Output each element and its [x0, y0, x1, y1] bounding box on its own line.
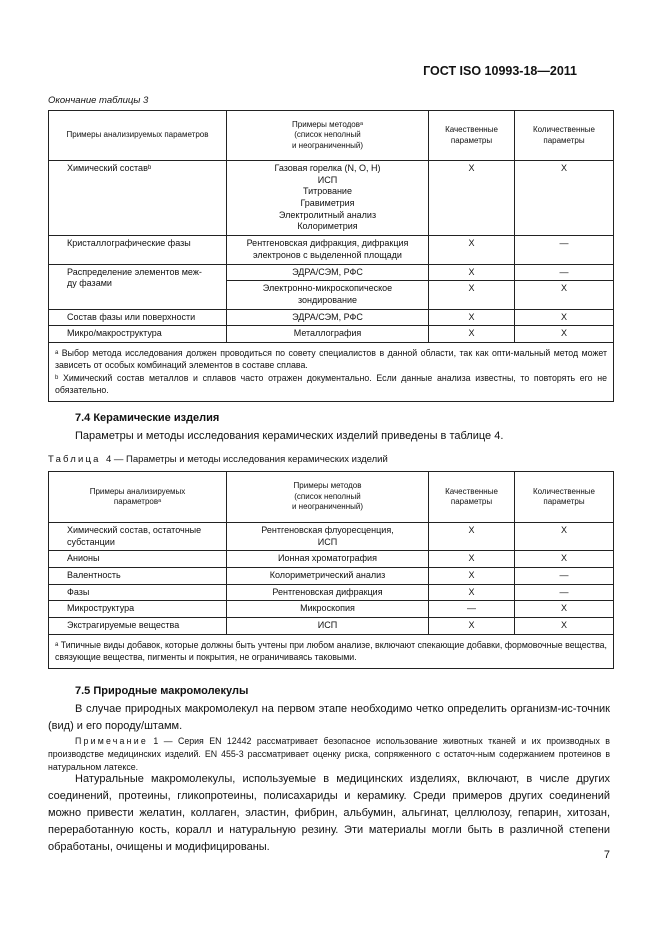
- section-7-4-text: Параметры и методы исследования керамических изделий приведены в таблице 4.: [75, 430, 504, 442]
- table4-header-row: [49, 472, 614, 523]
- table3-param: Микро/макроструктура: [49, 326, 227, 343]
- table4-quant: —: [515, 584, 614, 601]
- table-row: [49, 326, 614, 343]
- table3-quant: X: [515, 161, 614, 236]
- page-number: 7: [603, 849, 610, 861]
- table3-qual: X: [429, 264, 515, 281]
- table-row: [49, 236, 614, 264]
- table3-quant: X: [515, 281, 614, 309]
- table4-methods: Рентгеновская флуоресценция, ИСП: [227, 523, 429, 551]
- table4-methods: Колориметрический анализ: [227, 568, 429, 585]
- table3-header-row: [49, 111, 614, 161]
- table4-qual: X: [429, 568, 515, 585]
- document-header: ГОСТ ISO 10993-18—2011: [423, 64, 577, 78]
- table4-quant: X: [515, 523, 614, 551]
- table4-methods: ИСП: [227, 618, 429, 635]
- table-row: [49, 523, 614, 551]
- table3-qual: X: [429, 236, 515, 264]
- table3-header-qual: Качественные параметры: [429, 111, 515, 161]
- table-row: [49, 584, 614, 601]
- table3-methods: Газовая горелка (N, O, H) ИСП Титрование Гравиметрия Электролитный анализ Колориметрия: [227, 161, 429, 236]
- table4-param: Экстрагируемые вещества: [49, 618, 227, 635]
- table4-param: Микроструктура: [49, 601, 227, 618]
- table3-header-quant: Количественные параметры: [515, 111, 614, 161]
- table-3: [48, 110, 614, 402]
- table4-param: Валентность: [49, 568, 227, 585]
- table3-param: Состав фазы или поверхности: [49, 309, 227, 326]
- table-row: [49, 568, 614, 585]
- table3-footnotes: [49, 342, 614, 401]
- table3-qual: X: [429, 309, 515, 326]
- table3-quant: X: [515, 309, 614, 326]
- table4-header-qual: Качественные параметры: [429, 472, 515, 523]
- table4-quant: X: [515, 551, 614, 568]
- table4-header-param: Примеры анализируемых параметровᵃ: [49, 472, 227, 523]
- section-7-4-title: 7.4 Керамические изделия: [75, 412, 220, 424]
- table4-header-quant: Количественные параметры: [515, 472, 614, 523]
- table3-header-param: Примеры анализируемых параметров: [49, 111, 227, 161]
- table4-param: Анионы: [49, 551, 227, 568]
- table4-footnotes-row: [49, 634, 614, 669]
- table4-qual: X: [429, 523, 515, 551]
- table4-quant: —: [515, 568, 614, 585]
- table3-qual: X: [429, 281, 515, 309]
- table-row: [49, 618, 614, 635]
- table4-methods: Микроскопия: [227, 601, 429, 618]
- table4-qual: —: [429, 601, 515, 618]
- table4-qual: X: [429, 584, 515, 601]
- table-row: [49, 161, 614, 236]
- table4-header-methods: Примеры методов (список неполный и неограниченный): [227, 472, 429, 523]
- table3-param: Химический составᵇ: [49, 161, 227, 236]
- table3-quant: —: [515, 236, 614, 264]
- table3-footnote-b: ᵇ Химический состав металлов и сплавов часто отражен документально. Если данные анализа известны, то повторять его не обязательно.: [55, 372, 607, 395]
- table4-methods: Рентгеновская дифракция: [227, 584, 429, 601]
- table3-methods: ЭДРА/СЭМ, РФС: [227, 309, 429, 326]
- table4-qual: X: [429, 618, 515, 635]
- table3-methods: Электронно-микроскопическое зондирование: [227, 281, 429, 309]
- table3-param: Распределение элементов меж- ду фазами: [49, 264, 227, 309]
- table3-footnotes-row: [49, 342, 614, 401]
- section-7-5-text1: В случае природных макромолекул на первом этапе необходимо четко определить организм-ис-точник (вид) и его породу/штамм.: [48, 703, 610, 733]
- table3-qual: X: [429, 161, 515, 236]
- table3-quant: X: [515, 326, 614, 343]
- section-7-5-text2: Натуральные макромолекулы, используемые в медицинских изделиях, включают, в числе других соединений, протеины, гликопротеины, полисахариды и керамику. Среди примеров других соединений можно привести желатин, коллаген, эластин, фибрин, альбумин, альгинат, целлюлозу, гепарин, хитозан, переработанную кость, коралл и натуральную резину. Эти материалы могли быть в различной степени обработаны, очищены и модифицированы.: [48, 773, 610, 854]
- table4-caption: 4 — Параметры и методы исследования керамических изделий: [105, 454, 388, 465]
- note-label: Примечание: [75, 736, 148, 746]
- table3-header-methods: Примеры методовᵃ (список неполный и неограниченный): [227, 111, 429, 161]
- table3-methods: ЭДРА/СЭМ, РФС: [227, 264, 429, 281]
- table4-quant: X: [515, 618, 614, 635]
- table3-qual: X: [429, 326, 515, 343]
- table3-param: Кристаллографические фазы: [49, 236, 227, 264]
- table4-caption-line: [48, 454, 388, 465]
- table3-caption: Окончание таблицы 3: [48, 95, 149, 106]
- table3-footnote-a: ᵃ Выбор метода исследования должен проводиться по совету специалистов в данной области, так как опти-мальный метод может зависеть от особых комбинаций элементов в составе сплава.: [55, 347, 607, 371]
- table4-quant: X: [515, 601, 614, 618]
- table-row: [49, 601, 614, 618]
- table-row: [49, 551, 614, 568]
- table-row: [49, 264, 614, 281]
- table3-methods: Рентгеновская дифракция, дифракция электронов с выделенной площади: [227, 236, 429, 264]
- table-4: [48, 471, 614, 669]
- table3-methods: Металлография: [227, 326, 429, 343]
- section-7-5-title: 7.5 Природные макромолекулы: [75, 685, 249, 697]
- table4-param: Химический состав, остаточные субстанции: [49, 523, 227, 551]
- section-7-5-note: [48, 735, 610, 773]
- table-row: [49, 309, 614, 326]
- table4-qual: X: [429, 551, 515, 568]
- table4-label: Таблица: [48, 454, 101, 465]
- table3-quant: —: [515, 264, 614, 281]
- table4-footnote-a: ᵃ Типичные виды добавок, которые должны быть учтены при любом анализе, включают спекающие добавки, формовочные вещества, связующие вещества, пигменты и покрытия, не ограничиваясь таковыми.: [49, 634, 614, 669]
- note-text: 1 — Серия EN 12442 рассматривает безопасное использование животных тканей и их производных в производстве медицинских изделий. EN 455-3 рассматривает оценку риска, сопряженного с остаточ-ным содержанием протеинов в натуральном латексе.: [48, 736, 610, 772]
- table4-param: Фазы: [49, 584, 227, 601]
- table4-methods: Ионная хроматография: [227, 551, 429, 568]
